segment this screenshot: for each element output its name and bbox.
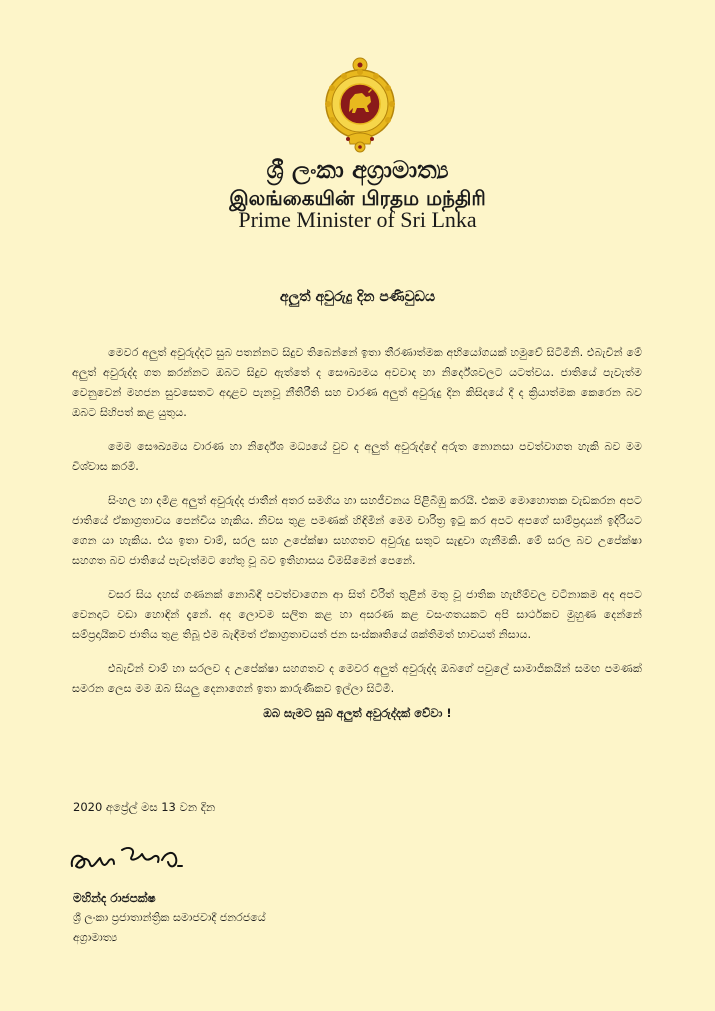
signatory-name: මහින්ද රාජපක්ෂ bbox=[73, 891, 156, 905]
paragraph-3: සිංහල හා දමිළ අලුත් අවුරුද්ද ජාතීන් අතර සමගිය හා සහජීවනය පිළිබිඹු කරයි. එකම මොහොතක වැඩකරන අපට ජාතියේ ඒකාග්‍රතාවය පෙන්විය හැකිය. නිවස තුළ පමණක් හිඳිමින් මෙම චාරිත්‍ර ඉටු කර අපට අපගේ සාම්ප්‍රදායන් ඉදිරියට ගෙන යා හැකිය. එය ඉතා චාම්, සරල සහ උපේක්ෂා සහගතව අවුරුදු සතුට සැඳුවා ගැනීමකි. මේ සරල බව උපේක්ෂා සහගත බව ජාතියේ පැවැත්මට හේතු වූ බව ඉතිහාසය විමසීමෙන් පෙනේ. bbox=[72, 494, 642, 567]
letter-date: 2020 අප්‍රේල් මස 13 වන දින bbox=[73, 800, 216, 814]
handwritten-signature bbox=[66, 840, 194, 880]
letter-body bbox=[72, 343, 642, 713]
signatory-title-line-1: ශ්‍රී ලංකා ප්‍රජාතාන්ත්‍රික සමාජවාදී ජනරජයේ bbox=[73, 911, 266, 924]
letter-title: අලුත් අවුරුදු දින පණිවුඩය bbox=[279, 289, 436, 305]
paragraph-1: මෙවර අලුත් අවුරුද්දට සුබ පතන්නට සිදුව තිබෙන්නේ ඉතා තීරණාත්මක අභියෝගයක් හමුවේ සිටිමිනි. එබැවින් මේ අලුත් අවුරුද්ද ගත කරන්නට ඔබට සිදුව ඇත්තේ ද සෞඛ්‍යමය අවවාද හා නිර්දේශවලට යටත්වය. ජාතියේ පැවැත්ම වෙනුවෙන් මහජන සුවසෙතට අදාළව පැනවූ නීතිරීති සහ වාරණ අලුත් අවුරුදු දින කිසිදයේ දී ද ක්‍රියාත්මක කෙරෙන බව ඔබට සිහිපත් කළ යුතුය. bbox=[72, 346, 642, 419]
sri-lanka-emblem-icon bbox=[322, 56, 398, 154]
paragraph-2: මෙම සෞඛ්‍යමය වාරණ හා නිර්දේශ මධ්‍යයේ වුව ද අලුත් අවුරුද්දේ අරුත නොනසා පවත්වාගත හැකි බව මම විශ්වාස කරමි. bbox=[72, 440, 642, 473]
office-title-english: Prime Minister of Sri Lnka bbox=[238, 207, 477, 232]
office-title-sinhala: ශ්‍රී ලංකා අග්‍රාමාත්‍ය bbox=[266, 156, 449, 184]
office-title-tamil: இலங்கையின் பிரதம மந்திரி bbox=[229, 186, 486, 210]
closing-greeting: ඔබ සැමට සුබ අලුත් අවුරුද්දක් වේවා ! bbox=[263, 706, 452, 720]
paragraph-5: එබැවින් චාම් හා සරලව ද උපේක්ෂා සහගතව ද මෙවර අලුත් අවුරුද්ද ඔබගේ පවුලේ සාමාජිකයින් සමඟ පමණක් සමරන ලෙස මම ඔබ සියලු දෙනාගෙන් ඉතා කාරුණිකව ඉල්ලා සිටිමි. bbox=[72, 662, 642, 695]
paragraph-4: වසර සිය දහස් ගණනක් නොබිඳී පවත්වාගෙන ආ සිත් විරිත් තුළින් මතු වූ ජාතික හැඟීම්වල වටිනාකම අද අපට වෙනදාට වඩා හොඳින් දැනේ. අද ලොවම සලිත කළ හා අසරණ කළ වසංගතයකට අපි සාර්ථකව මුහුණ දෙන්නේ සම්ප්‍රදායිකව ජාතිය තුළ තිබූ එම බැඳීමත් ඒකාග්‍රතාවයත් ජන සංස්කෘතියේ ශක්තිමත් භාවයත් නිසාය. bbox=[72, 588, 642, 641]
signatory-title-line-2: අග්‍රාමාත්‍ය bbox=[73, 931, 118, 944]
